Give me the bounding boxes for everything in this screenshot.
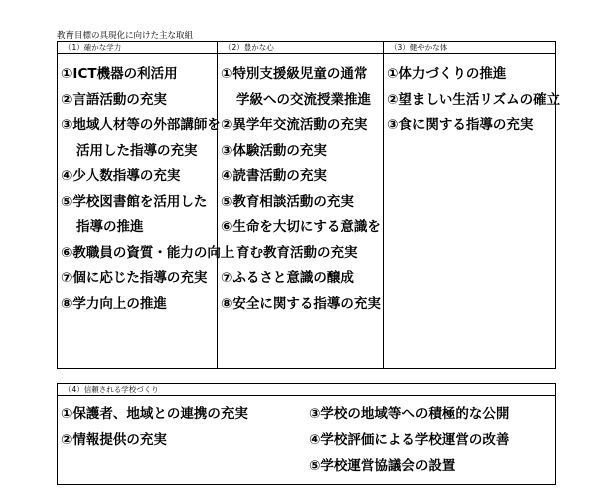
list-item: ②情報提供の充実	[61, 432, 167, 448]
list-item: 活用した指導の充実	[76, 142, 198, 159]
list-item: ③地域人材等の外部講師を	[61, 117, 221, 133]
section-header-trust: （4）信頼される学校づくり	[58, 384, 556, 396]
section-header-academic: （1）確かな学力	[58, 42, 218, 54]
list-item: ③体験活動の充実	[221, 142, 327, 159]
goals-table	[57, 41, 561, 369]
document-title: 教育目標の具現化に向けた主な取組	[57, 31, 194, 41]
list-item: 学級への交流授業推進	[236, 91, 371, 108]
academic-column	[58, 54, 235, 369]
list-item: ①体力づくりの推進	[387, 66, 507, 82]
list-item: ②望ましい生活リズムの確立	[387, 91, 561, 108]
list-item: ③食に関する指導の充実	[387, 117, 534, 133]
list-item: ④学校評価による学校運営の改善	[309, 432, 510, 448]
heart-column	[218, 54, 384, 369]
trust-table	[57, 383, 556, 485]
trust-left-list	[58, 396, 306, 484]
list-item: 指導の推進	[76, 219, 144, 235]
list-item: ①特別支援級児童の通常	[221, 66, 368, 82]
list-item: ①ICT機器の利活用	[61, 66, 178, 82]
list-item: ②異学年交流活動の充実	[221, 117, 368, 133]
list-item: ⑧安全に関する指導の充実	[221, 295, 381, 312]
trust-right-list	[306, 396, 554, 484]
list-item: 育む教育活動の充実	[236, 244, 358, 261]
health-column	[384, 54, 561, 369]
list-item: ④少人数指導の充実	[61, 168, 181, 184]
list-item: ⑦ふるさと意識の醸成	[221, 270, 354, 286]
list-item: ⑤学校図書館を活用した	[61, 193, 208, 210]
list-item: ⑤学校運営協議会の設置	[309, 458, 456, 474]
section-header-health: （3）健やかな体	[384, 42, 556, 54]
list-item: ⑥生命を大切にする意識を	[221, 219, 381, 235]
section-header-heart: （2）豊かな心	[218, 42, 384, 54]
trust-body	[58, 396, 556, 485]
list-item: ①保護者、地域との連携の充実	[61, 406, 248, 422]
list-item: ④読書活動の充実	[221, 168, 327, 184]
list-item: ⑧学力向上の推進	[61, 295, 167, 312]
list-item: ②言語活動の充実	[61, 91, 167, 108]
list-item: ⑤教育相談活動の充実	[221, 193, 354, 210]
list-item: ③学校の地域等への積極的な公開	[309, 406, 510, 422]
list-item: ⑥教職員の資質・能力の向上	[61, 244, 235, 261]
list-item: ⑦個に応じた指導の充実	[61, 270, 208, 286]
